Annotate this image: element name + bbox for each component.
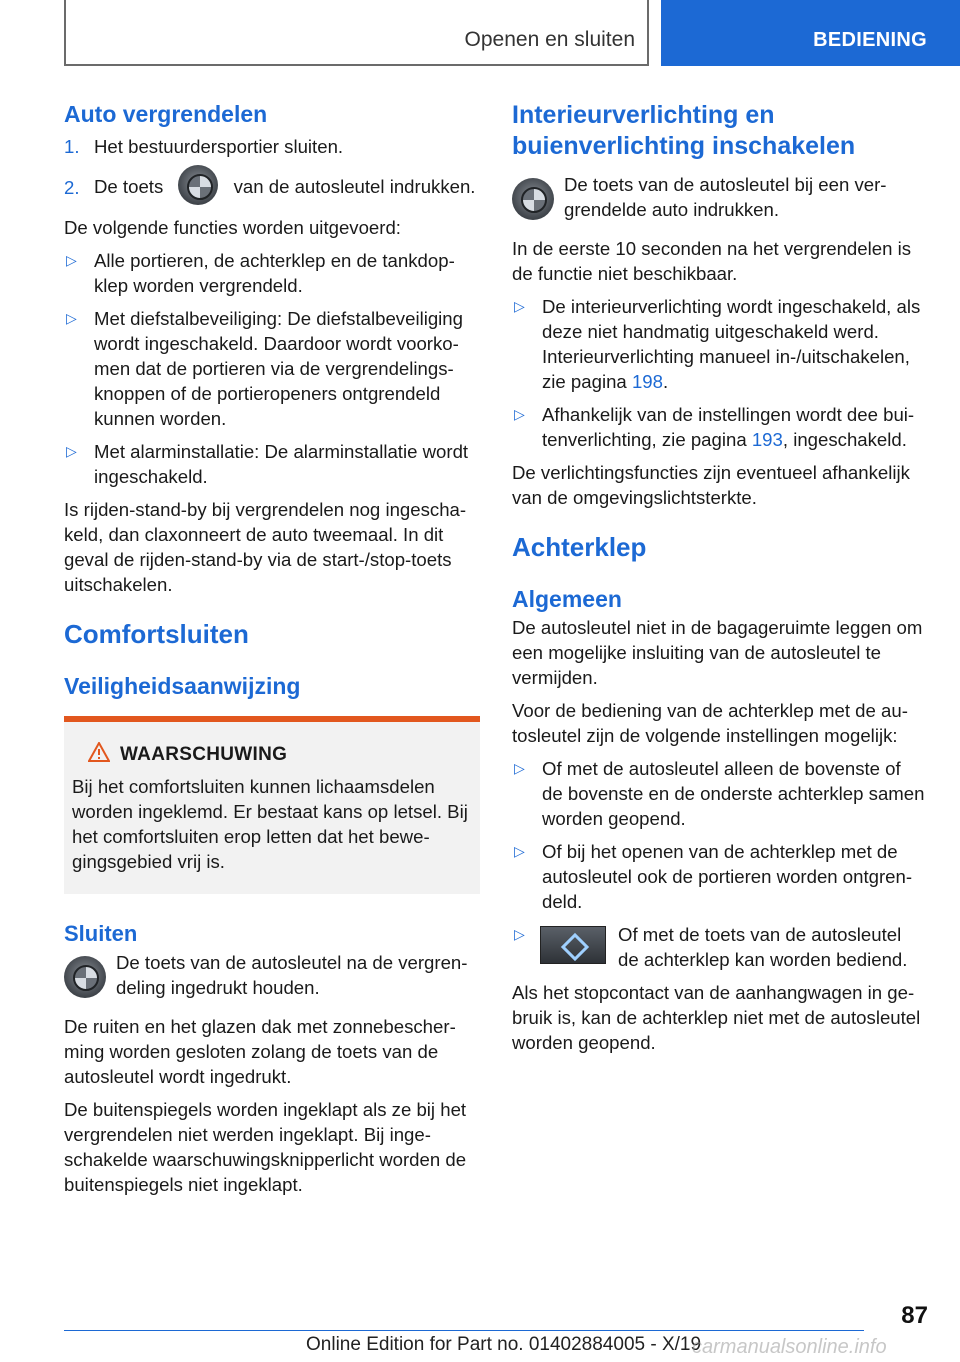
lock-functions-list — [64, 248, 480, 489]
functions-intro: De volgende functies worden uitgevoerd: — [64, 217, 401, 238]
close-instruction: De toets van de autosleutel na de vergrendeling ingedrukt houden. — [116, 952, 468, 998]
left-column — [64, 100, 480, 1205]
key-button-icon — [512, 178, 554, 220]
light-functions-paragraph: De verlichtingsfuncties zijn eventueel afhankelijk van de omgevingslichtsterkte. — [512, 462, 910, 508]
list-item — [64, 439, 480, 489]
step-item — [64, 134, 480, 159]
page-link-198[interactable]: 198 — [631, 371, 663, 392]
settings-paragraph: Voor de bediening van de achterklep met de autosleutel zijn de volgende instellingen mogelijk: — [512, 700, 908, 746]
step-item — [64, 167, 480, 207]
right-column — [512, 100, 926, 1063]
step-number: 1. — [64, 136, 80, 157]
heading-algemeen: Algemeen — [512, 586, 622, 612]
step-number: 2. — [64, 177, 80, 198]
list-item-text: Of met de toets van de autosleutel de achterklep kan worden bediend. — [618, 924, 908, 970]
key-button-icon — [64, 956, 106, 998]
edition-text: Online Edition for Part no. 01402884005 - X/19 — [306, 1334, 702, 1355]
heading-achterklep: Achterklep — [512, 532, 647, 562]
triangle-bullet-icon: ▷ — [66, 443, 77, 459]
lights-icon-paragraph — [512, 172, 926, 222]
triangle-bullet-icon: ▷ — [514, 406, 525, 422]
triangle-bullet-icon: ▷ — [66, 252, 77, 268]
standby-paragraph: Is rijden-stand-by bij vergrendelen nog ingeschakeld, dan claxonneert de auto tweemaal. In dit geval de rijden-stand-by via de start-/stop-toets uitschakelen. — [64, 499, 467, 595]
triangle-bullet-icon: ▷ — [514, 926, 525, 942]
triangle-bullet-icon: ▷ — [514, 843, 525, 859]
socket-paragraph: Als het stopcontact van de aanhangwagen in gebruik is, kan de achterklep niet met de autosleutel worden geopend. — [512, 982, 921, 1053]
list-item-end: . — [662, 371, 669, 392]
list-item-text: De interieurverlichting wordt ingeschakeld, als deze niet handmatig uitgeschakeld werd. Interieurverlichting manueel in-/uitschakelen, zie pagina — [542, 296, 921, 392]
triangle-bullet-icon: ▷ — [514, 298, 525, 314]
chapter-tab[interactable] — [661, 0, 960, 66]
step-text-after: van de autosleutel indrukken. — [233, 176, 476, 197]
list-item-text: Alle portieren, de achterklep en de tankdopklep worden vergrendeld. — [94, 250, 455, 296]
footer-divider — [64, 1330, 864, 1331]
step-text-before: De toets — [94, 176, 164, 197]
mirrors-paragraph: De buitenspiegels worden ingeklapt als ze bij het vergrendelen niet werden ingeklapt. Bij ingeschakelde waarschuwingsknipperlicht worden de buitenspiegels niet ingeklapt. — [64, 1099, 467, 1195]
ten-seconds-paragraph: In de eerste 10 seconden na het vergrendelen is de functie niet beschikbaar. — [512, 238, 912, 284]
warning-title — [72, 742, 472, 766]
list-item-text: Met diefstalbeveiliging: De diefstalbeveiliging wordt ingeschakeld. Daardoor wordt voorkomen dat de portieren via de vergrendelingsknoppen of de portieropeners ontgrendeld kunnen worden. — [94, 308, 463, 429]
key-button-icon — [178, 165, 218, 205]
list-item — [64, 306, 480, 431]
close-icon-paragraph — [64, 950, 480, 1000]
bag-paragraph: De autosleutel niet in de bagageruimte leggen om een mogelijke insluiting van de autosleutel te vermijden. — [512, 617, 923, 688]
tailgate-settings-list — [512, 756, 926, 972]
list-item — [512, 839, 926, 914]
warning-triangle-icon — [88, 742, 110, 762]
step-text: Het bestuurdersportier sluiten. — [94, 136, 344, 157]
heading-verlichting: Interieurverlichting en buienverlichting inschakelen — [512, 101, 856, 160]
list-item-text: Of bij het openen van de achterklep met de autosleutel ook de portieren worden ontgrendeld. — [542, 841, 913, 912]
list-item — [512, 402, 926, 452]
page-link-193[interactable]: 193 — [751, 429, 783, 450]
windows-paragraph: De ruiten en het glazen dak met zonnebescherming worden gesloten zolang de toets van de autosleutel wordt ingedrukt. — [64, 1016, 456, 1087]
warning-box — [64, 716, 480, 894]
list-item-end: , ingeschakeld. — [782, 429, 907, 450]
list-item-text: Met alarminstallatie: De alarminstallatie wordt ingeschakeld. — [94, 441, 469, 487]
triangle-bullet-icon: ▷ — [514, 760, 525, 776]
list-item — [512, 294, 926, 394]
list-item-text: Afhankelijk van de instellingen wordt dee buitenverlichting, zie pagina — [542, 404, 915, 450]
heading-veiligheidsaanwijzing: Veiligheidsaanwijzing — [64, 673, 301, 699]
triangle-bullet-icon: ▷ — [66, 310, 77, 326]
list-item — [512, 922, 926, 972]
lights-instruction: De toets van de autosleutel bij een vergrendelde auto indrukken. — [564, 174, 887, 220]
heading-auto-vergrendelen: Auto vergrendelen — [64, 101, 268, 127]
list-item — [512, 756, 926, 831]
tailgate-button-icon — [540, 926, 606, 964]
warning-title-text: WAARSCHUWING — [120, 744, 288, 765]
warning-text: Bij het comfortsluiten kunnen lichaamsdelen worden ingeklemd. Er bestaat kans op letsel. Bij het comfortsluiten erop letten dat het bewegingsgebied vrij is. — [72, 776, 468, 872]
section-title: Openen en sluiten — [464, 28, 635, 51]
chapter-label: BEDIENING — [813, 29, 927, 51]
list-item — [64, 248, 480, 298]
list-item-text: Of met de autosleutel alleen de bovenste of de bovenste en de onderste achterklep samen worden geopend. — [542, 758, 925, 829]
lights-list — [512, 294, 926, 452]
heading-comfortsluiten: Comfortsluiten — [64, 619, 249, 649]
lock-steps — [64, 134, 480, 207]
heading-sluiten: Sluiten — [64, 921, 138, 946]
watermark: carmanualsonline.info — [692, 1336, 887, 1358]
page-number: 87 — [901, 1302, 928, 1329]
